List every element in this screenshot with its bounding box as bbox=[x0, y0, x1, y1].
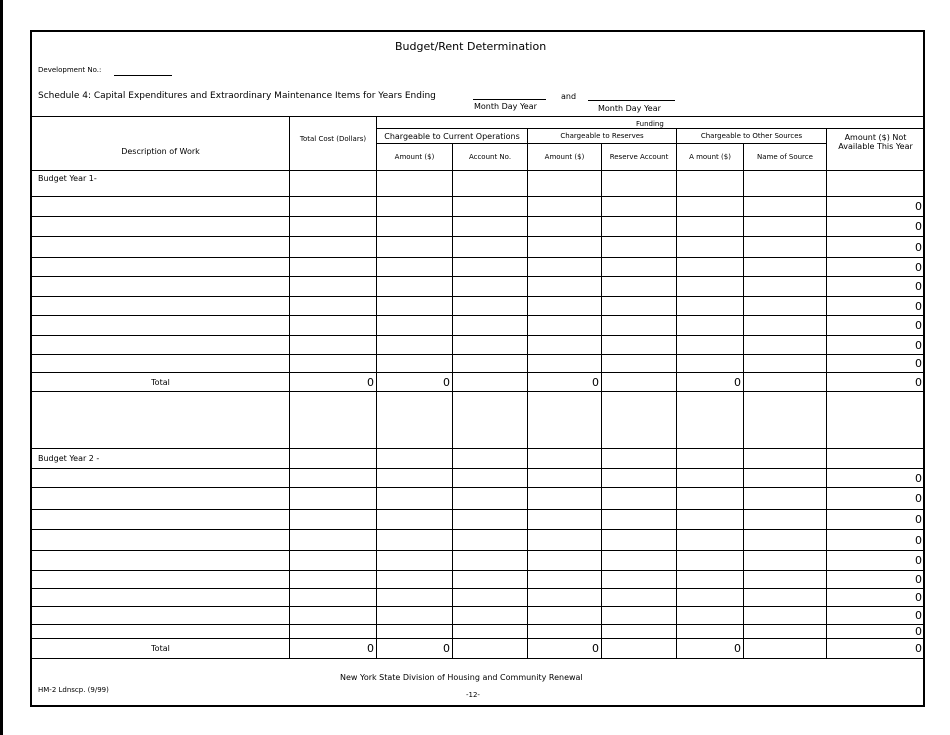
development-no-field[interactable] bbox=[114, 75, 172, 76]
development-no-label: Development No.: bbox=[38, 66, 102, 74]
date-caption-2: Month Day Year bbox=[598, 104, 661, 113]
not-available-total: 0 bbox=[827, 373, 925, 392]
table-row bbox=[32, 510, 925, 530]
year1-label-row bbox=[32, 171, 925, 197]
table-row bbox=[32, 336, 925, 355]
description-header: Description of Work bbox=[32, 117, 290, 171]
not-available-value: 0 bbox=[827, 336, 925, 355]
reserves-total: 0 bbox=[528, 639, 602, 659]
year2-label: Budget Year 2 - bbox=[32, 449, 290, 469]
reserves-header: Chargeable to Reserves bbox=[528, 129, 677, 144]
year1-total-row bbox=[32, 373, 925, 392]
left-border-bar bbox=[0, 0, 3, 735]
table-row bbox=[32, 551, 925, 571]
year2-total-row bbox=[32, 639, 925, 659]
year-ending-date-field-1[interactable] bbox=[473, 99, 546, 100]
total-label: Total bbox=[32, 639, 290, 659]
not-available-value: 0 bbox=[827, 607, 925, 625]
table-row bbox=[32, 571, 925, 589]
year-ending-date-field-2[interactable] bbox=[588, 100, 675, 101]
not-available-value: 0 bbox=[827, 530, 925, 551]
total-cost-header: Total Cost (Dollars) bbox=[290, 117, 377, 171]
and-label: and bbox=[561, 92, 577, 101]
amount-1-header: Amount ($) bbox=[377, 144, 453, 171]
table-row bbox=[32, 488, 925, 510]
not-available-value: 0 bbox=[827, 625, 925, 639]
total-cost-total: 0 bbox=[290, 639, 377, 659]
current-ops-total: 0 bbox=[377, 639, 453, 659]
table-row bbox=[32, 355, 925, 373]
not-available-value: 0 bbox=[827, 258, 925, 277]
not-available-value: 0 bbox=[827, 355, 925, 373]
table-row bbox=[32, 316, 925, 336]
not-available-value: 0 bbox=[827, 237, 925, 258]
reserves-total: 0 bbox=[528, 373, 602, 392]
not-available-value: 0 bbox=[827, 297, 925, 316]
funding-header-row bbox=[377, 117, 925, 129]
footer-form-id: HM-2 Ldnscp. (9/99) bbox=[38, 686, 109, 694]
table-row bbox=[32, 625, 925, 639]
other-sources-total: 0 bbox=[677, 639, 744, 659]
not-available-value: 0 bbox=[827, 277, 925, 297]
amount-3-header: A mount ($) bbox=[677, 144, 744, 171]
table-row bbox=[32, 607, 925, 625]
not-available-value: 0 bbox=[827, 589, 925, 607]
other-sources-header: Chargeable to Other Sources bbox=[677, 129, 827, 144]
funding-label: Funding bbox=[636, 120, 664, 128]
table-row bbox=[32, 197, 925, 217]
year1-label: Budget Year 1- bbox=[32, 171, 290, 197]
current-ops-header: Chargeable to Current Operations bbox=[377, 129, 528, 144]
not-available-value: 0 bbox=[827, 551, 925, 571]
not-available-value: 0 bbox=[827, 316, 925, 336]
name-of-source-header: Name of Source bbox=[744, 144, 827, 171]
table-row bbox=[32, 297, 925, 316]
total-cost-total: 0 bbox=[290, 373, 377, 392]
not-available-value: 0 bbox=[827, 510, 925, 530]
reserve-account-header: Reserve Account bbox=[602, 144, 677, 171]
account-no-header: Account No. bbox=[453, 144, 528, 171]
not-available-value: 0 bbox=[827, 197, 925, 217]
other-sources-total: 0 bbox=[677, 373, 744, 392]
not-available-header: Amount ($) Not Available This Year bbox=[827, 129, 925, 171]
year2-label-row bbox=[32, 449, 925, 469]
spacer-row bbox=[32, 392, 925, 449]
table-row bbox=[32, 217, 925, 237]
footer-organization: New York State Division of Housing and Community Renewal bbox=[340, 673, 583, 682]
not-available-value: 0 bbox=[827, 571, 925, 589]
not-available-total: 0 bbox=[827, 639, 925, 659]
date-caption-1: Month Day Year bbox=[474, 102, 537, 111]
table-row bbox=[32, 277, 925, 297]
footer-page-number: -12- bbox=[466, 691, 480, 699]
capital-expenditures-table bbox=[31, 116, 925, 659]
table-row bbox=[32, 258, 925, 277]
form-title: Budget/Rent Determination bbox=[395, 40, 547, 53]
total-label: Total bbox=[32, 373, 290, 392]
schedule-label: Schedule 4: Capital Expenditures and Extraordinary Maintenance Items for Years Ending bbox=[38, 91, 436, 101]
not-available-value: 0 bbox=[827, 469, 925, 488]
current-ops-total: 0 bbox=[377, 373, 453, 392]
table-row bbox=[32, 469, 925, 488]
amount-2-header: Amount ($) bbox=[528, 144, 602, 171]
table-row bbox=[32, 589, 925, 607]
table-row bbox=[32, 237, 925, 258]
table-row bbox=[32, 530, 925, 551]
not-available-value: 0 bbox=[827, 488, 925, 510]
not-available-value: 0 bbox=[827, 217, 925, 237]
